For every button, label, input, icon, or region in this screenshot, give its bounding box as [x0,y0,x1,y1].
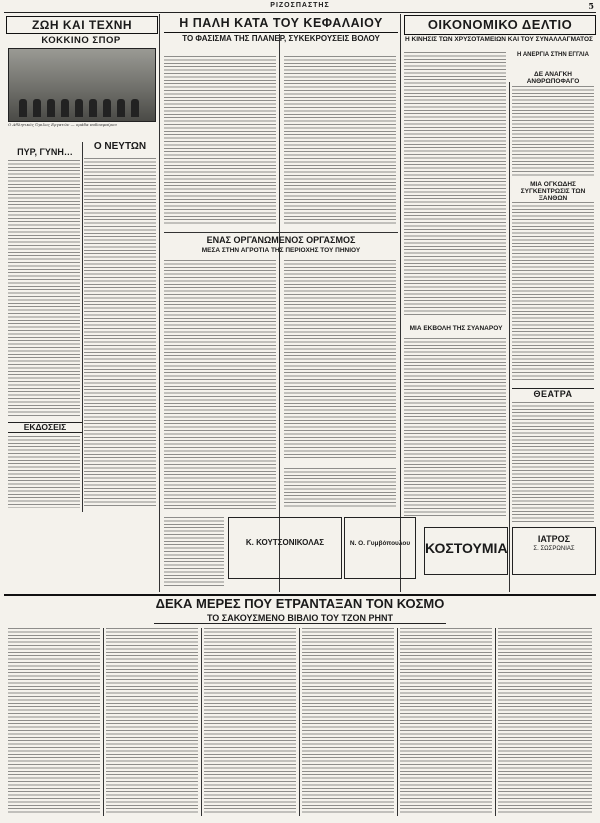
article-subheadline: ΜΕΣΑ ΣΤΗΝ ΑΓΡΟΤΙΑ ΤΗΣ ΠΕΡΙΟΧΗΣ ΤΟΥ ΠΗΝΙΟΥ [201,247,361,254]
article-headline: Η ΑΝΕΡΓΙΑ ΣΤΗΝ ΕΓΓΛΙΑ [517,52,589,58]
advertisement [344,517,416,579]
newspaper-page [4,2,596,820]
column-rule [509,82,510,592]
article-headline: ΜΙΑ ΕΚΒΟΛΗ ΤΗΣ ΣΥΑΝΑΡΟΥ [409,325,503,332]
article-body [302,628,394,814]
article-headline: ΔΕ ΑΝΑΓΚΗ ΑΝΘΡΩΠΟΦΑΓΟ [526,71,580,85]
section-old-struggle: Η ΠΑΛΗ ΚΑΤΑ ΤΟΥ ΚΕΦΑΛΑΙΟΥ [164,14,398,33]
article-subheadline: ΤΟ ΣΑΚΟΥΣΜΕΝΟ ΒΙΒΛΙΟ ΤΟΥ ΤΖΟΝ ΡΗΝΤ [154,614,446,624]
masthead [4,2,596,13]
masthead-name: ΡΙΖΟΣΠΑΣΤΗΣ [270,2,330,9]
article-body [84,158,156,508]
article-body [106,628,198,814]
column-rule [159,14,160,592]
column-rule [400,14,401,592]
section-life-art: ΖΩΗ ΚΑΙ ΤΕΧΝΗ [6,16,158,34]
column-rule [495,628,496,816]
article-headline: ΤΟ ΦΑΣΙΣΜΑ ΤΗΣ ΠΛΑΝΕΡ, ΣΥΚΕΚΡΟΥΣΕΙΣ ΒΟΛΟΥ [182,34,380,43]
column-rule [299,628,300,816]
article-body [164,517,224,587]
article-body [164,56,276,226]
article-body [204,628,296,814]
section-theatre: ΘΕΑΤΡΑ [512,388,594,399]
article-body [404,338,506,518]
team-photo [8,48,156,122]
article-body [404,52,506,317]
article-body [8,628,100,814]
ad-name: Κ. ΚΟΥΤΣΟΝΙΚΟΛΑΣ [245,538,325,547]
advertisement [424,527,508,575]
article-body [284,56,396,226]
article-body [164,260,276,510]
ad-name: Σ. ΣΩΣΡΩΝΙΑΣ [533,546,575,552]
section-rule [164,232,398,233]
section-economic: ΟΙΚΟΝΟΜΙΚΟ ΔΕΛΤΙΟ [404,15,596,35]
photo-caption: Ο Αθλητικός Όμιλος Εργατών — ομάδα ποδοσφαίρου [8,122,117,127]
advertisement [228,517,342,579]
article-body [512,86,594,176]
article-body [8,160,80,418]
article-headline: ΜΙΑ ΟΓΚΩΔΗΣ ΣΥΓΚΕΝΤΡΩΣΙΣ ΤΩΝ ΞΑΝΘΩΝ [520,181,586,202]
article-headline: ΔΕΚΑ ΜΕΡΕΣ ΠΟΥ ΕΤΡΑΝΤΑΞΑΝ ΤΟΝ ΚΟΣΜΟ [155,596,445,611]
column-rule [279,34,280,592]
article-body [8,436,80,508]
article-headline: ΠΥΡ, ΓΥΝΗ… [17,147,73,157]
section-headline: ΕΚΔΟΣΕΙΣ [8,422,82,433]
article-headline: Η ΚΙΝΗΣΙΣ ΤΩΝ ΧΡΥΣΟΤΑΜΕΙΩΝ ΚΑΙ ΤΟΥ ΣΥΝΑΛΛΑΓΜΑΤΟΣ [405,36,593,43]
article-body [400,628,492,814]
page-number: 5 [588,1,594,11]
column-rule [82,142,83,512]
article-body [284,260,396,460]
column-rule [103,628,104,816]
article-headline: ΕΝΑΣ ΟΡΓΑΝΩΜΕΝΟΣ ΟΡΓΑΣΜΟΣ [206,235,356,245]
article-headline: Ο ΝΕΥΤΩΝ [93,141,147,152]
ad-name: ΚΟΣΤΟΥΜΙΑ [425,540,508,556]
column-rule [201,628,202,816]
article-body [512,202,594,382]
article-body [498,628,592,814]
advertisement [512,527,596,575]
article-body [284,468,396,508]
column-rule [397,628,398,816]
ad-name: Ν. Ο. Γυμβόπουλου [349,540,411,547]
section-red-sport: ΚΟΚΚΙΝΟ ΣΠΟΡ [41,35,121,46]
article-body [512,402,594,522]
section-doctor: ΙΑΤΡΟΣ [537,534,571,544]
